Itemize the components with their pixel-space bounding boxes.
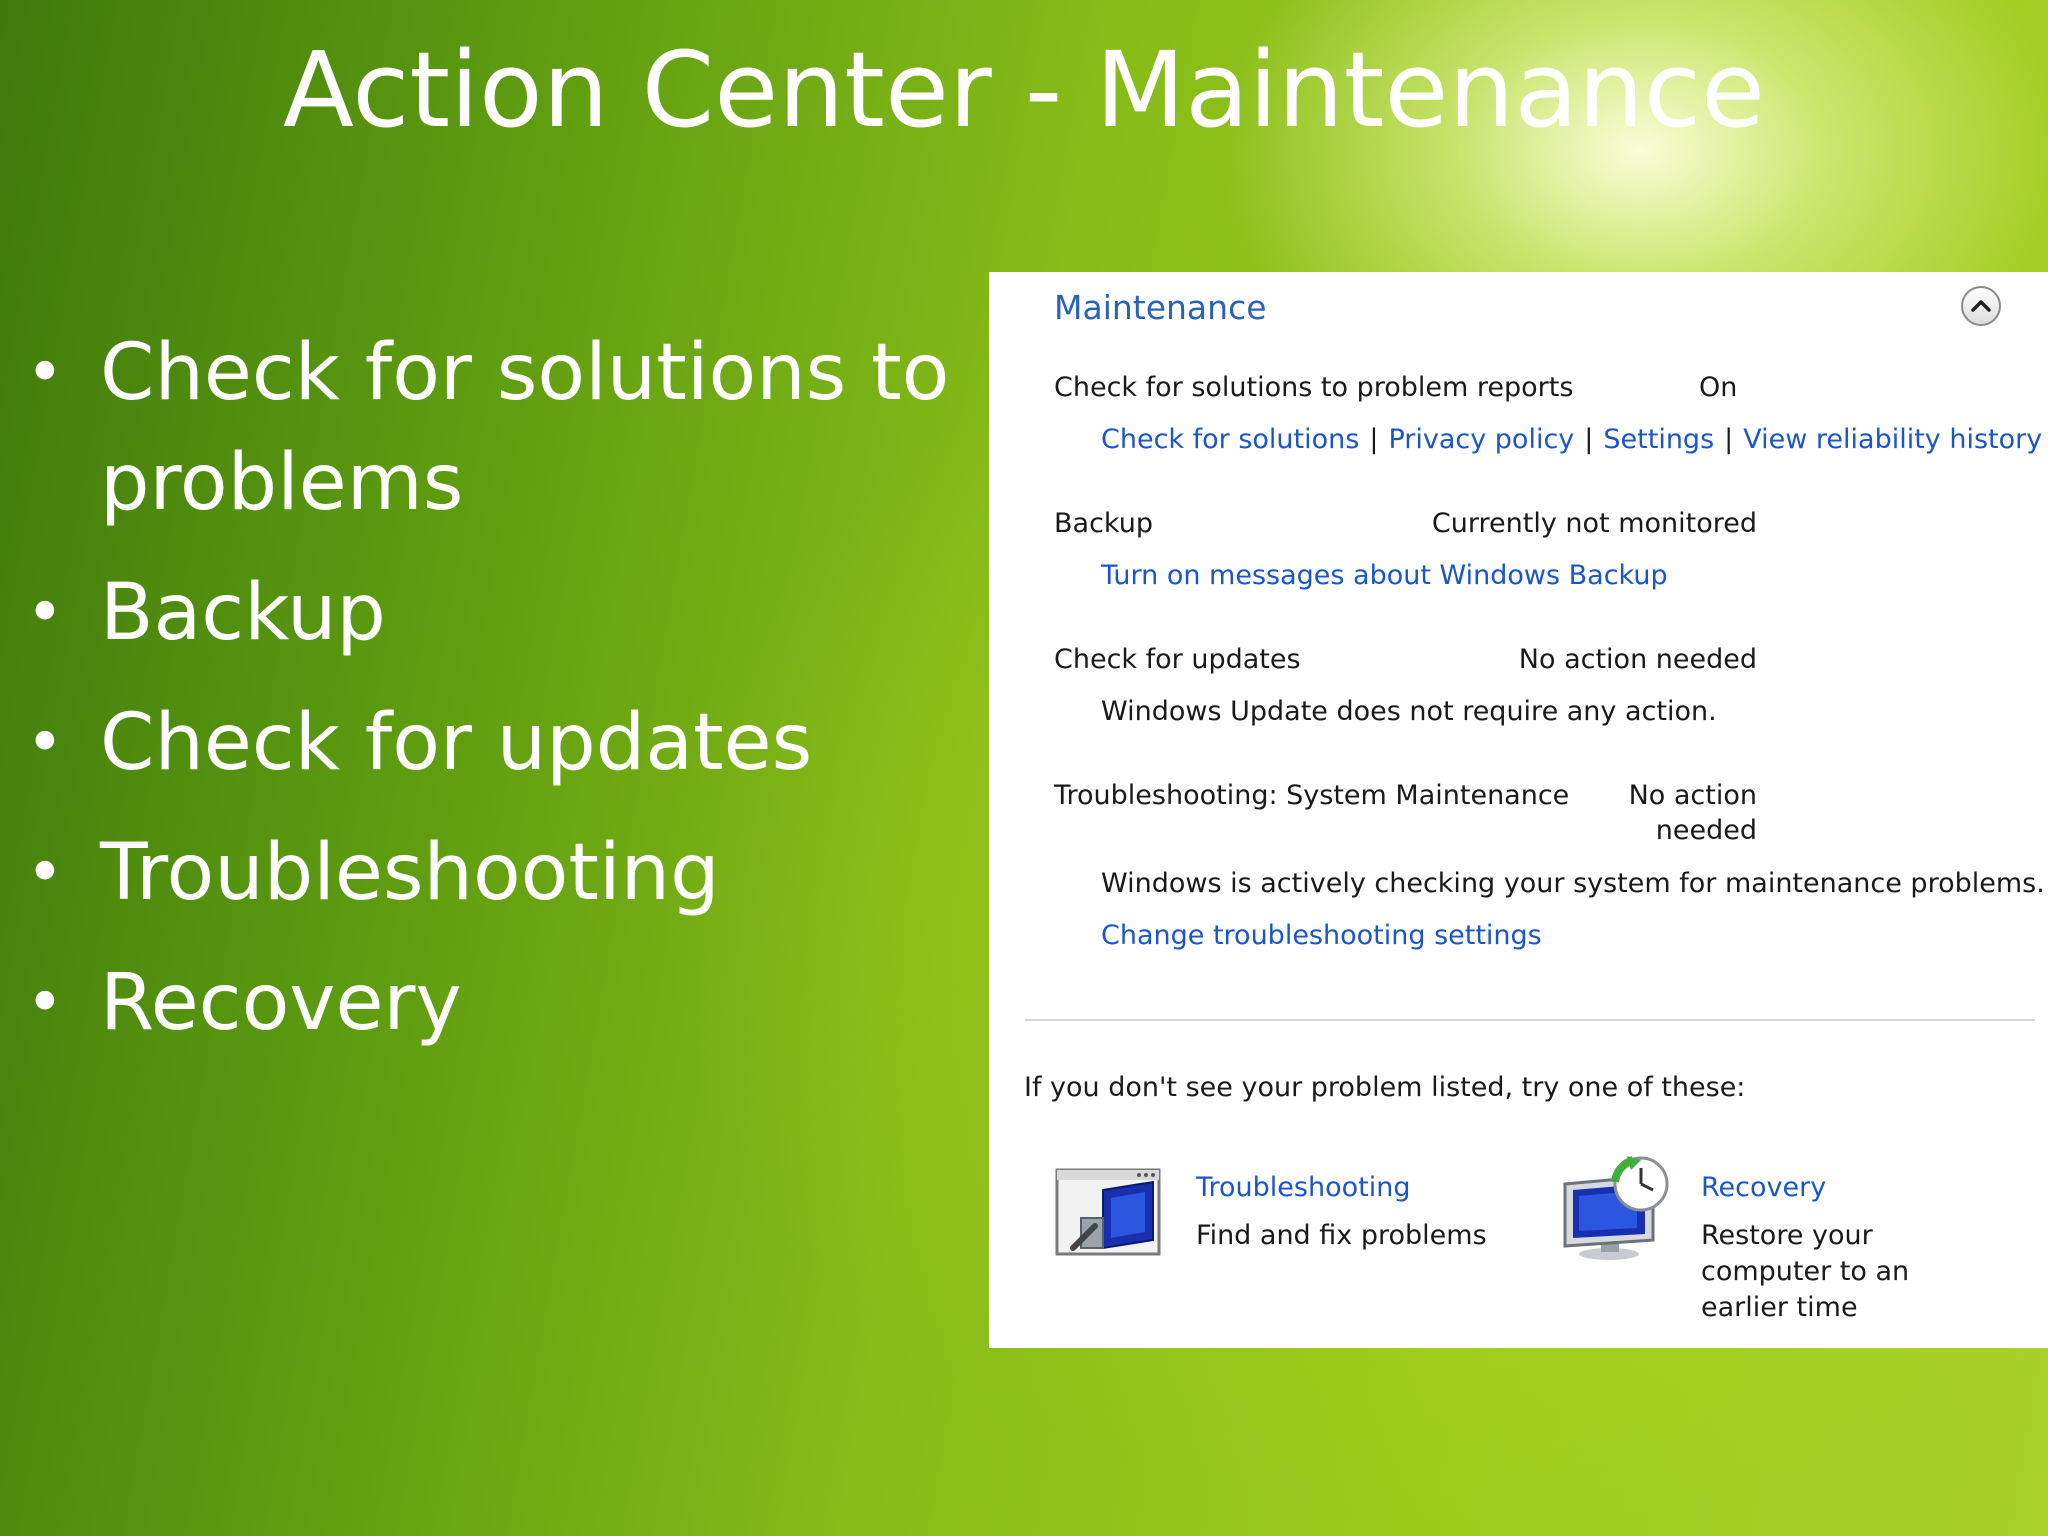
solutions-label: Check for solutions to problem reports: [1054, 372, 1574, 403]
link-separator: |: [1724, 424, 1734, 455]
troubleshooting-tile-description: Find and fix problems: [1196, 1220, 1487, 1251]
troubleshooting-tile-link[interactable]: Troubleshooting: [1196, 1172, 1411, 1203]
backup-label: Backup: [1054, 508, 1153, 539]
bullet-text: Troubleshooting: [100, 828, 720, 918]
change-troubleshooting-settings-link[interactable]: Change troubleshooting settings: [1101, 920, 1542, 951]
bullet-item: [18, 318, 978, 538]
solutions-links: [1101, 424, 2042, 455]
troubleshooting-status-line1: No action: [1628, 780, 1757, 811]
maintenance-heading: Maintenance: [1054, 288, 1267, 327]
bullet-text: Check for solutions to problems: [100, 328, 950, 528]
troubleshooting-label: Troubleshooting: System Maintenance: [1054, 780, 1570, 811]
bullet-dot-icon: •: [26, 336, 64, 410]
troubleshooting-status-line2: needed: [1655, 815, 1757, 846]
recovery-icon[interactable]: [1557, 1154, 1677, 1264]
bullet-text: Check for updates: [100, 698, 813, 788]
bullet-text: Recovery: [100, 958, 462, 1048]
updates-description: Windows Update does not require any action.: [1101, 696, 1717, 727]
chevron-up-icon: [1970, 299, 1992, 313]
settings-link[interactable]: Settings: [1603, 424, 1715, 455]
bullet-item: [18, 948, 978, 1058]
solutions-status: On: [1699, 372, 1738, 403]
footer-prompt: If you don't see your problem listed, try one of these:: [1024, 1072, 1746, 1103]
link-separator: |: [1369, 424, 1379, 455]
troubleshooting-icon[interactable]: [1055, 1168, 1163, 1260]
bullet-item: [18, 688, 978, 798]
updates-status: No action needed: [1518, 644, 1757, 675]
turn-on-backup-messages-link[interactable]: Turn on messages about Windows Backup: [1101, 560, 1668, 591]
collapse-button[interactable]: [1961, 286, 2001, 326]
bullet-dot-icon: •: [26, 966, 64, 1040]
bullet-text: Backup: [100, 568, 386, 658]
view-reliability-history-link[interactable]: View reliability history: [1743, 424, 2043, 455]
check-for-solutions-link[interactable]: Check for solutions: [1101, 424, 1360, 455]
slide-title: Action Center - Maintenance: [282, 29, 1766, 151]
recovery-tile-link[interactable]: Recovery: [1701, 1172, 1827, 1203]
bullet-item: [18, 558, 978, 668]
bullet-dot-icon: •: [26, 836, 64, 910]
updates-label: Check for updates: [1054, 644, 1301, 675]
section-divider: [1025, 1019, 2035, 1021]
bullet-dot-icon: •: [26, 706, 64, 780]
recovery-description-line: earlier time: [1701, 1292, 1858, 1323]
privacy-policy-link[interactable]: Privacy policy: [1388, 424, 1575, 455]
bullet-list: [18, 318, 978, 1078]
backup-status: Currently not monitored: [1431, 508, 1757, 539]
maintenance-panel: [989, 272, 2048, 1348]
troubleshooting-description: Windows is actively checking your system for maintenance problems.: [1101, 868, 2045, 899]
recovery-description-line: Restore your: [1701, 1220, 1873, 1251]
link-separator: |: [1584, 424, 1594, 455]
bullet-item: [18, 818, 978, 928]
recovery-description-line: computer to an: [1701, 1256, 1910, 1287]
bullet-dot-icon: •: [26, 576, 64, 650]
